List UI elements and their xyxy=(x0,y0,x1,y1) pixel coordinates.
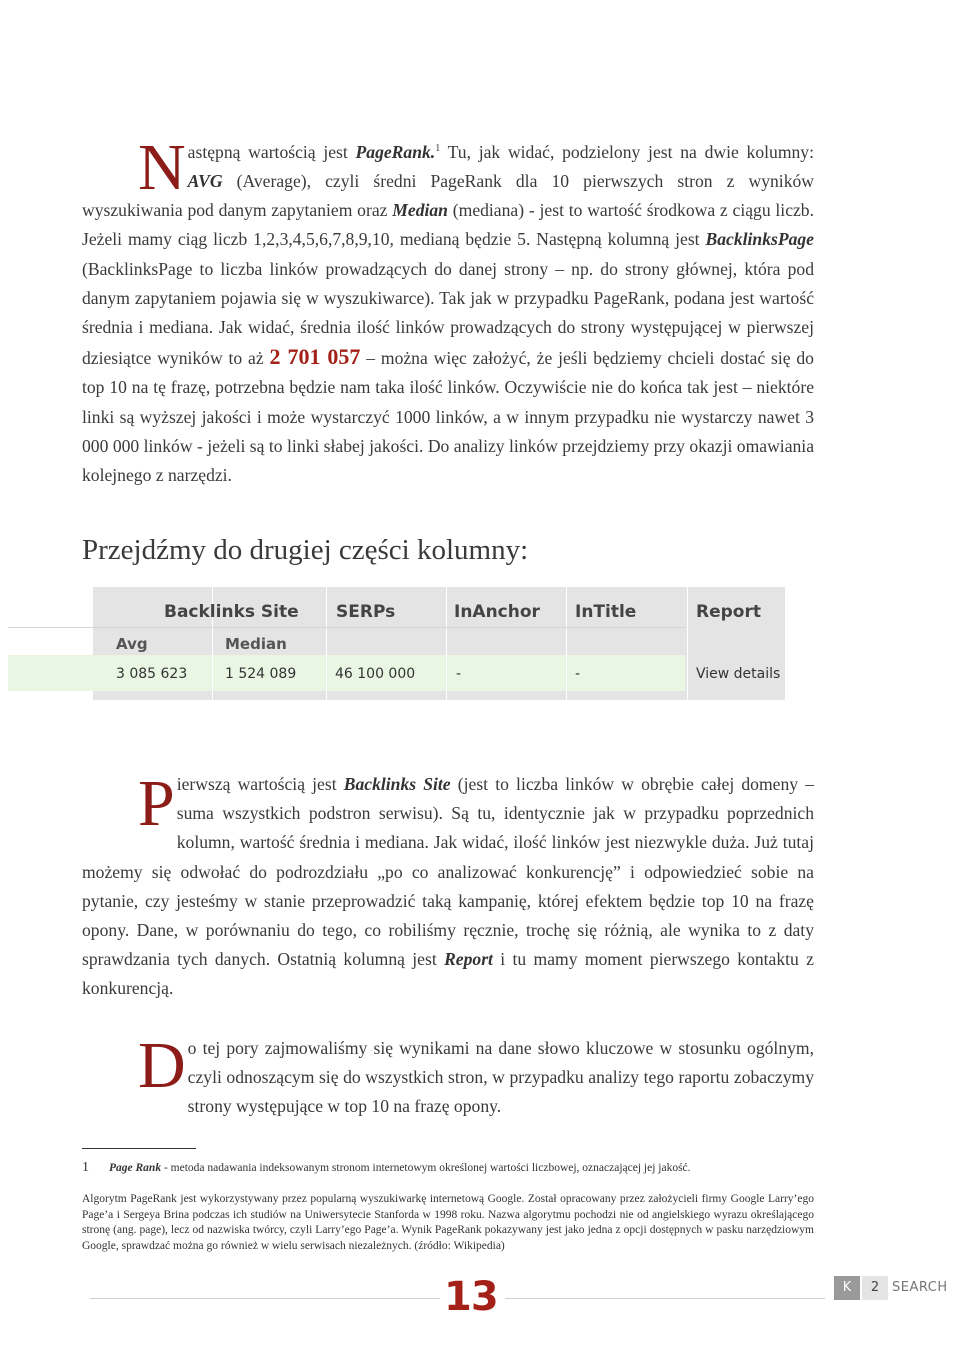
footer-line-right xyxy=(505,1298,825,1299)
paragraph-keywords: Do tej pory zajmowaliśmy się wynikami na dane słowo kluczowe w stosunku ogólnym, czyli odnoszącym się do wszystkich stron, w przypadku analizy tego raportu zobaczymy strony występujące w top 10 na frazę opony. xyxy=(138,1029,814,1117)
cell-avg: 3 085 623 xyxy=(116,666,188,682)
view-details-link[interactable]: View details xyxy=(696,666,781,682)
table-header-divider xyxy=(8,627,685,628)
footer-line-left xyxy=(90,1298,440,1299)
term-pagerank: PageRank. xyxy=(355,141,436,162)
table-divider xyxy=(212,655,213,691)
subheader-avg: Avg xyxy=(116,635,148,653)
term-median: Median xyxy=(392,200,448,221)
highlight-number: 2 701 057 xyxy=(269,344,361,370)
header-report: Report xyxy=(696,602,761,622)
section-heading: Przejdźmy do drugiej części kolumny: xyxy=(82,534,529,566)
subheader-median: Median xyxy=(225,635,287,653)
cell-intitle: - xyxy=(575,666,581,682)
paragraph-backlinks-site: Pierwszą wartością jest Backlinks Site (jest to liczba linków w obrębie całej domeny – suma wszystkich podstron serwisu). Są tu, identycznie jak w przypadku poprzednich kolumn, wartość średnia i mediana. Jak widać, ilość linków jest niezwykle duża. Już tutaj możemy się odwołać do podrozdziału „po co analizować konkurencję” i odpowiedzieć sobie na pytanie, czy jesteśmy w stanie przeprowadzić taką kampanię, której efektem będzie top 10 na frazę opony. Dane, w porównaniu do tego, co robiliśmy ręcznie, trochę się różnią, ale wynika to z daty sprawdzania tych danych. Ostatnią kolumną jest Report i tu mamy moment pierwszego kontaktu z konkurencją. xyxy=(82,767,814,999)
dropcap-d: D xyxy=(138,1029,186,1102)
cell-inanchor: - xyxy=(456,666,462,682)
header-intitle: InTitle xyxy=(575,602,637,622)
footnote-body: Algorytm PageRank jest wykorzystywany przez popularną wyszukiwarkę internetową Google. Został opracowany przez założycieli firmy Google Larry’ego Page’a i Sergeya Brina podczas ich studiów na Uniwersytecie Stanforda w 1998 roku. Nazwa algorytmu pochodzi nie od angielskiego wyrazu określającego stronę (ang. page), lecz od nazwiska twórcy, czyli Larry’ego Page’a. Wynik PageRank pokazywany jest jako jedna z opcji dostępnych w pasku narzędziowym Google, sprawdzać można go również w wielu serwisach niezależnych. (źródło: Wikipedia) xyxy=(82,1193,814,1252)
footnote-ref[interactable]: 1 xyxy=(435,143,441,154)
header-inanchor: InAnchor xyxy=(454,602,540,622)
dropcap-p: P xyxy=(138,767,175,840)
footnote-term: Page Rank xyxy=(109,1162,162,1174)
term-backlinkspage: BacklinksPage xyxy=(705,229,814,250)
cell-serps: 46 100 000 xyxy=(335,666,416,682)
footnote: 1 Page Rank - metoda nadawania indeksowanym stronom internetowym określonej wartości liczbowej, oznaczającej jej jakość. xyxy=(82,1160,691,1175)
header-serps: SERPs xyxy=(336,602,396,622)
brand-2-badge: 2 xyxy=(862,1276,888,1300)
dropcap-n: N xyxy=(138,131,186,204)
brand-k-badge: K xyxy=(834,1276,860,1300)
footnote-number: 1 xyxy=(82,1160,89,1175)
header-backlinks-site: Backlinks Site xyxy=(164,602,299,622)
term-backlinks-site: Backlinks Site xyxy=(343,774,451,794)
brand-search-label: SEARCH xyxy=(892,1280,948,1295)
footnote-divider xyxy=(82,1148,196,1149)
term-avg: AVG xyxy=(187,171,223,192)
table-divider xyxy=(566,655,567,691)
table-divider xyxy=(446,655,447,691)
page-number: 13 xyxy=(444,1274,498,1320)
term-report: Report xyxy=(444,949,493,970)
table-divider xyxy=(326,655,327,691)
cell-median: 1 524 089 xyxy=(225,666,297,682)
paragraph-pagerank: Następną wartością jest PageRank.$^1$ Tu, jak widać, podzielony jest na dwie kolumny: AVG (Average), czyli średni PageRank dla 10 pierwszych stron z wyników wyszukiwania pod danym zapytaniem oraz Median (mediana) - jest to wartość środkowa z ciągu liczb. Jeżeli mamy ciąg liczb 1,2,3,4,5,6,7,8,9,10, medianą będzie 5. Następną kolumną jest BacklinksPage (BacklinksPage to liczba linków prowadzących do danej strony – np. do strony głównej, która pod danym zapytaniem pojawia się w wyszukiwarce). Tak jak w przypadku PageRank, podana jest wartość średnia i mediana. Jak widać, średnia ilość linków prowadzących do strony występującej w pierwszej dziesiątce wyników to aż 2 701 057 – można więc założyć, że jeśli będziemy chcieli dostać się do top 10 na tę frazę, potrzebna będzie nam taka ilość linków. Oczywiście nie do końca tak jest – niektóre linki są wyższej jakości i może wystarczyć 1000 linków, a w innym przypadku nie wystarczy nawet 3 000 000 linków - jeżeli są to linki słabej jakości. Do analizy linków przejdziemy przy okazji omawiania kolejnego z narzędzi. xyxy=(82,131,815,486)
table-divider xyxy=(687,655,688,691)
